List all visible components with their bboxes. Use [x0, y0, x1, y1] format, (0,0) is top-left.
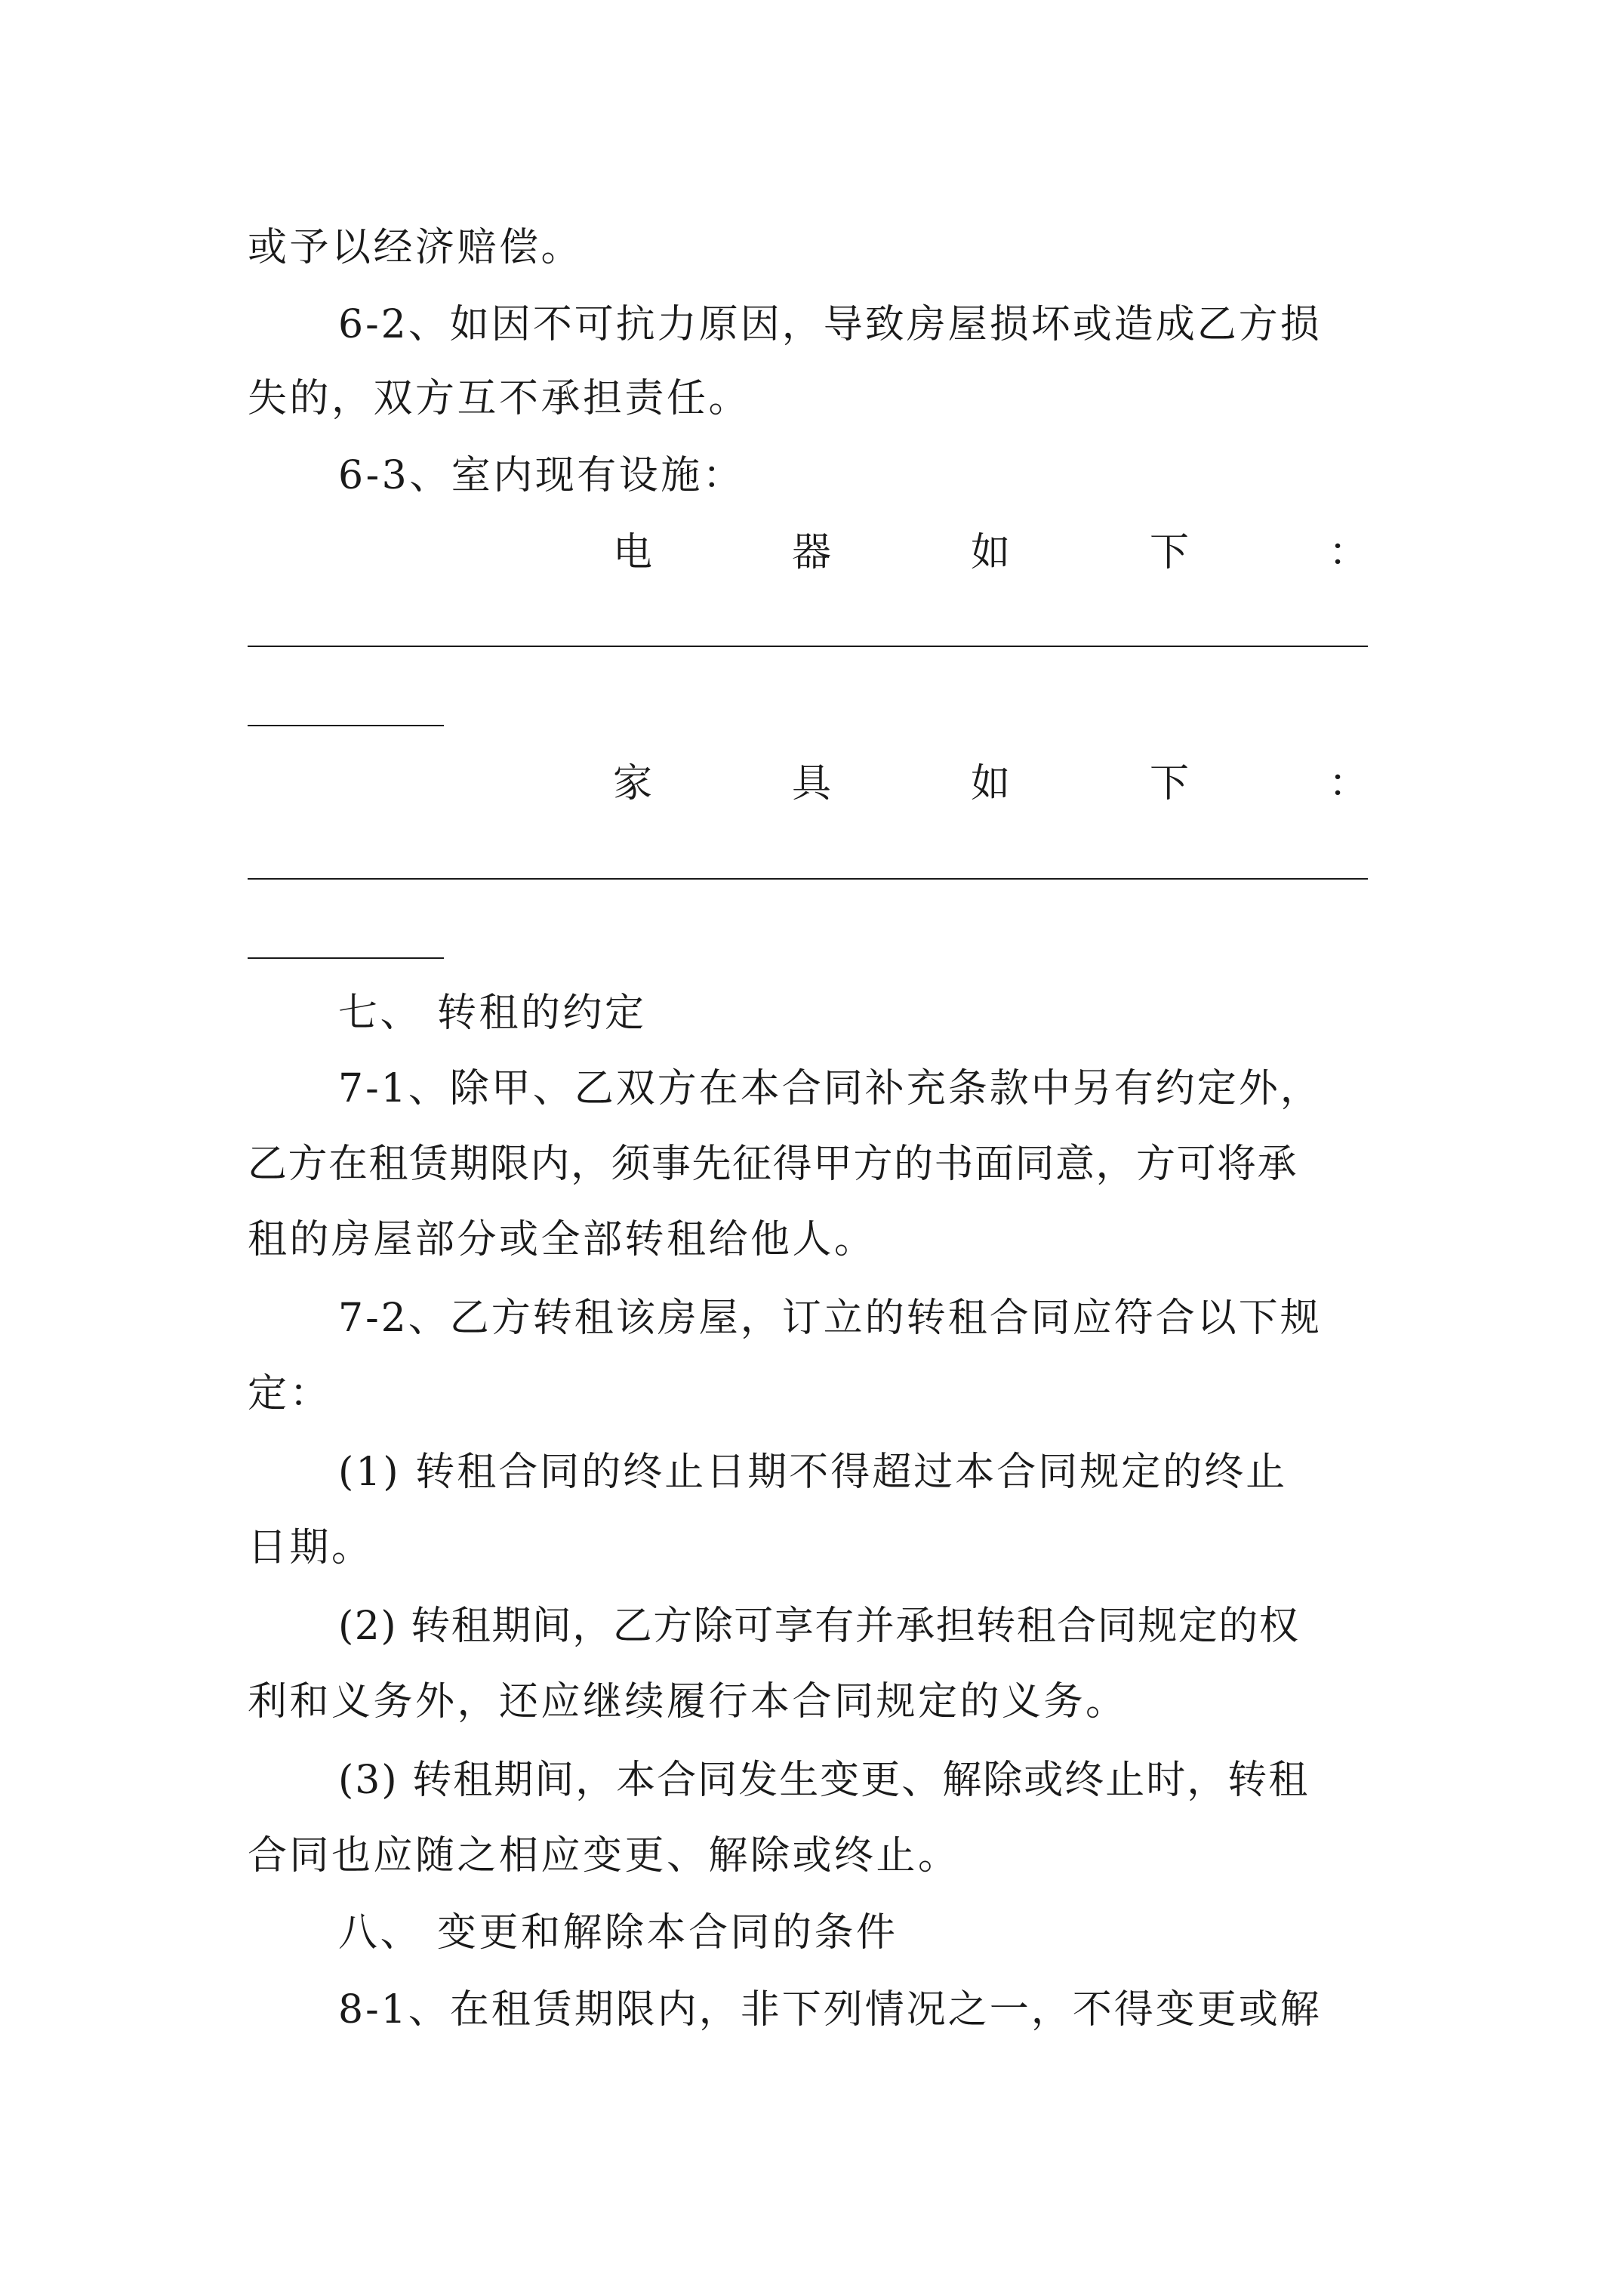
- appliances-char: ：: [1328, 530, 1368, 575]
- appliances-char: 如: [970, 530, 1010, 575]
- appliances-blank-line-end: [248, 725, 444, 726]
- item-1: (1) 转租合同的终止日期不得超过本合同规定的终止: [338, 1450, 1288, 1495]
- item-3: (3) 转租期间，本合同发生变更、解除或终止时，转租: [338, 1758, 1310, 1803]
- furniture-blank-line-end: [248, 957, 444, 959]
- appliances-char: 下: [1149, 530, 1189, 575]
- paragraph-line: 失的，双方互不承担责任。: [248, 376, 751, 421]
- furniture-blank-line: [248, 878, 1368, 880]
- appliances-blank-line: [248, 646, 1368, 647]
- clause-8-1: 8-1、在租赁期限内，非下列情况之一，不得变更或解: [338, 1987, 1322, 2032]
- appliances-label: [613, 529, 1368, 577]
- appliances-char: 器: [791, 530, 831, 575]
- furniture-char: 具: [791, 761, 831, 806]
- clause-6-2: 6-2、如因不可抗力原因，导致房屋损坏或造成乙方损: [338, 302, 1322, 347]
- clause-7-2: 7-2、乙方转租该房屋，订立的转租合同应符合以下规: [338, 1296, 1322, 1341]
- paragraph-line: 合同也应随之相应变更、解除或终止。: [248, 1833, 960, 1878]
- paragraph-line: 利和义务外，还应继续履行本合同规定的义务。: [248, 1679, 1128, 1724]
- paragraph-line: 租的房屋部分或全部转租给他人。: [248, 1217, 876, 1262]
- clause-6-3: 6-3、室内现有设施：: [338, 453, 745, 498]
- furniture-label: [613, 760, 1368, 808]
- section-7-heading: 七、 转租的约定: [338, 991, 647, 1036]
- paragraph-line: 日期。: [248, 1525, 374, 1570]
- clause-7-1: 7-1、除甲、乙双方在本合同补充条款中另有约定外，: [338, 1066, 1322, 1111]
- paragraph-line: 定：: [248, 1371, 332, 1416]
- appliances-char: 电: [613, 530, 653, 575]
- item-2: (2) 转租期间，乙方除可享有并承担转租合同规定的权: [338, 1604, 1300, 1649]
- paragraph-line: 乙方在租赁期限内，须事先征得甲方的书面同意，方可将承: [248, 1142, 1298, 1187]
- section-8-heading: 八、 变更和解除本合同的条件: [338, 1910, 898, 1955]
- furniture-char: 如: [970, 761, 1010, 806]
- paragraph-line: 或予以经济赔偿。: [248, 225, 584, 270]
- furniture-char: 下: [1149, 761, 1189, 806]
- furniture-char: ：: [1328, 761, 1368, 806]
- furniture-char: 家: [613, 761, 653, 806]
